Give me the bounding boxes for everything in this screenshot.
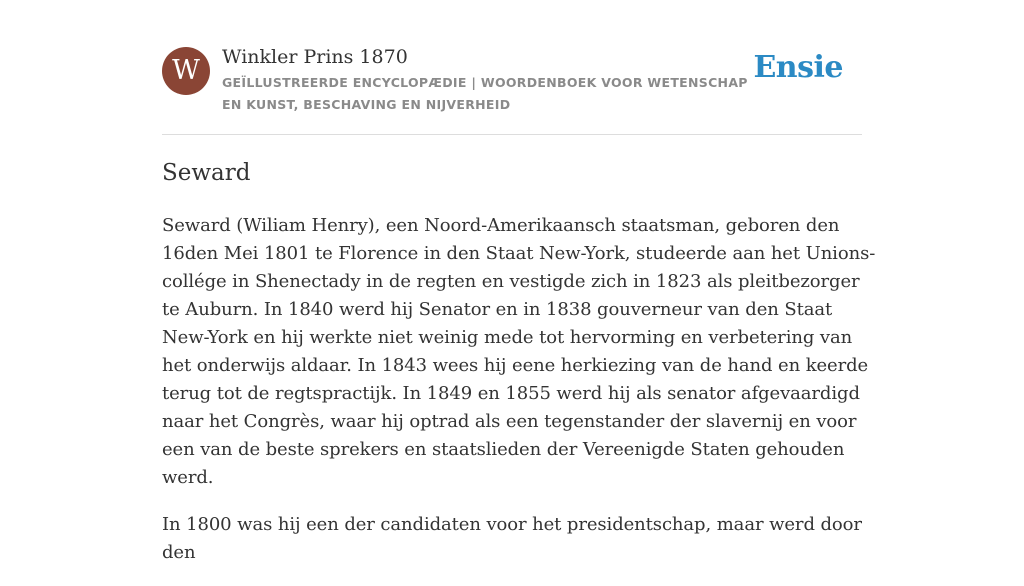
source-subtitle: GEÏLLUSTREERDE ENCYCLOPÆDIE | WOORDENBOEK VOOR WETENSCHAP EN KUNST, BESCHAVING EN NIJVERHEID <box>222 75 748 112</box>
source-title[interactable]: Winkler Prins 1870 <box>222 46 408 68</box>
ensie-logo[interactable]: Ensie <box>753 50 843 85</box>
entry-content <box>162 212 882 586</box>
entry-paragraph: Seward (Wiliam Henry), een Noord-Amerikaansch staatsman, geboren den 16den Mei 1801 te Florence in den Staat New-York, studeerde aan het Unions-collége in Shenectady in de regten en vestigde zich in 1823 als pleitbezorger te Auburn. In 1840 werd hij Senator en in 1838 gouverneur van den Staat New-York en hij werkte niet weinig mede tot hervorming en verbetering van het onderwijs aldaar. In 1843 wees hij eene herkiezing van de hand en keerde terug tot de regtspractijk. In 1849 en 1855 werd hij als senator afgevaardigd naar het Congrès, waar hij optrad als een tegenstander der slavernij en voor een van de beste sprekers en staatslieden der Vereenigde Staten gehouden werd. <box>162 215 876 488</box>
source-header <box>162 0 862 135</box>
entry-paragraph: In 1800 was hij een der candidaten voor het presidentschap, maar werd door den <box>162 514 862 563</box>
page-container <box>162 0 876 563</box>
source-avatar[interactable]: W <box>162 47 210 95</box>
entry-title: Seward <box>162 160 251 186</box>
